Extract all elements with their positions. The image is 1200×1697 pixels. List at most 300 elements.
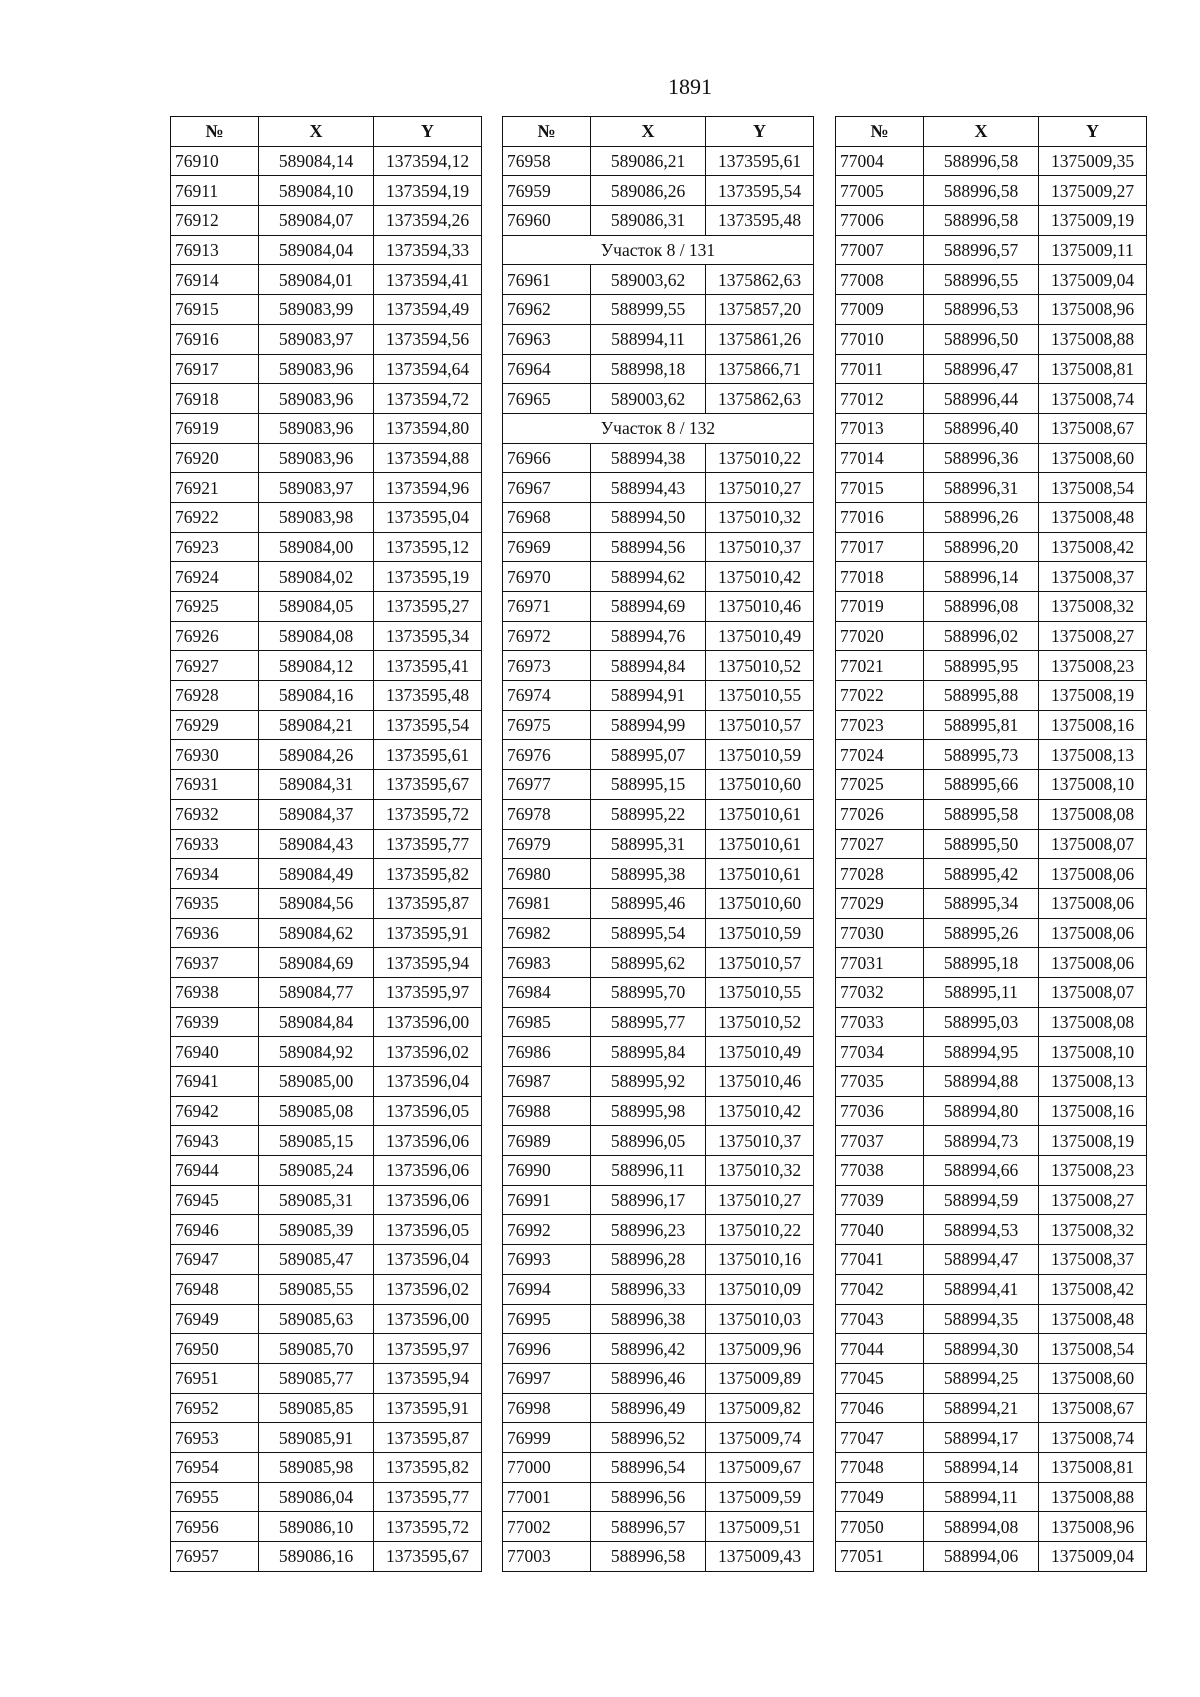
point-number-cell: 77035	[836, 1067, 924, 1097]
y-coordinate-cell: 1373594,64	[374, 354, 482, 384]
y-coordinate-cell: 1375862,63	[706, 265, 814, 295]
x-coordinate-cell: 589084,10	[259, 176, 374, 206]
y-coordinate-cell: 1373596,00	[374, 1007, 482, 1037]
point-number-cell: 76983	[503, 948, 591, 978]
table-row	[836, 324, 1147, 354]
table-row	[171, 295, 482, 325]
x-coordinate-cell: 588996,58	[924, 176, 1039, 206]
section-title: Участок 8 / 132	[503, 413, 814, 443]
table-row	[836, 176, 1147, 206]
y-coordinate-cell: 1373595,67	[374, 1542, 482, 1572]
x-coordinate-cell: 589085,24	[259, 1156, 374, 1186]
point-number-cell: 77022	[836, 681, 924, 711]
y-coordinate-cell: 1375008,37	[1039, 1245, 1147, 1275]
x-coordinate-cell: 589085,08	[259, 1096, 374, 1126]
table-row	[836, 206, 1147, 236]
x-coordinate-cell: 588995,03	[924, 1007, 1039, 1037]
table-row	[836, 710, 1147, 740]
y-coordinate-cell: 1375008,19	[1039, 1126, 1147, 1156]
coordinates-table-3	[835, 116, 1147, 1572]
header-y: Y	[374, 117, 482, 147]
y-coordinate-cell: 1373595,61	[706, 146, 814, 176]
table-row	[503, 1452, 814, 1482]
table-row	[836, 1452, 1147, 1482]
point-number-cell: 76927	[171, 651, 259, 681]
table-row	[171, 324, 482, 354]
point-number-cell: 76929	[171, 710, 259, 740]
x-coordinate-cell: 588994,88	[924, 1067, 1039, 1097]
y-coordinate-cell: 1375008,07	[1039, 829, 1147, 859]
y-coordinate-cell: 1373595,97	[374, 977, 482, 1007]
section-title: Участок 8 / 131	[503, 235, 814, 265]
table-row	[171, 532, 482, 562]
table-row	[836, 265, 1147, 295]
y-coordinate-cell: 1375010,27	[706, 473, 814, 503]
x-coordinate-cell: 588996,11	[591, 1156, 706, 1186]
point-number-cell: 77013	[836, 413, 924, 443]
x-coordinate-cell: 588996,58	[591, 1542, 706, 1572]
x-coordinate-cell: 589084,16	[259, 681, 374, 711]
table-row	[503, 1215, 814, 1245]
y-coordinate-cell: 1373594,49	[374, 295, 482, 325]
coordinates-table-1	[170, 116, 482, 1572]
y-coordinate-cell: 1375009,67	[706, 1452, 814, 1482]
y-coordinate-cell: 1373595,72	[374, 1512, 482, 1542]
y-coordinate-cell: 1373596,04	[374, 1245, 482, 1275]
point-number-cell: 76969	[503, 532, 591, 562]
point-number-cell: 77034	[836, 1037, 924, 1067]
table-row	[171, 562, 482, 592]
y-coordinate-cell: 1375008,37	[1039, 562, 1147, 592]
point-number-cell: 76910	[171, 146, 259, 176]
point-number-cell: 76994	[503, 1274, 591, 1304]
table-row	[836, 918, 1147, 948]
point-number-cell: 76991	[503, 1185, 591, 1215]
x-coordinate-cell: 589003,62	[591, 265, 706, 295]
point-number-cell: 77018	[836, 562, 924, 592]
point-number-cell: 76948	[171, 1274, 259, 1304]
x-coordinate-cell: 589084,56	[259, 888, 374, 918]
x-coordinate-cell: 589085,00	[259, 1067, 374, 1097]
point-number-cell: 77003	[503, 1542, 591, 1572]
table-row	[503, 324, 814, 354]
x-coordinate-cell: 588994,59	[924, 1185, 1039, 1215]
y-coordinate-cell: 1375008,08	[1039, 799, 1147, 829]
x-coordinate-cell: 589084,05	[259, 592, 374, 622]
point-number-cell: 76940	[171, 1037, 259, 1067]
x-coordinate-cell: 588994,41	[924, 1274, 1039, 1304]
table-row	[171, 1037, 482, 1067]
x-coordinate-cell: 588995,42	[924, 859, 1039, 889]
y-coordinate-cell: 1375010,16	[706, 1245, 814, 1275]
x-coordinate-cell: 589085,31	[259, 1185, 374, 1215]
header-x: X	[924, 117, 1039, 147]
header-number: №	[836, 117, 924, 147]
table-row	[836, 1542, 1147, 1572]
point-number-cell: 76992	[503, 1215, 591, 1245]
x-coordinate-cell: 589084,43	[259, 829, 374, 859]
table-row	[503, 681, 814, 711]
point-number-cell: 76968	[503, 502, 591, 532]
table-row	[503, 888, 814, 918]
y-coordinate-cell: 1375009,27	[1039, 176, 1147, 206]
x-coordinate-cell: 588994,73	[924, 1126, 1039, 1156]
table-row	[503, 443, 814, 473]
point-number-cell: 76921	[171, 473, 259, 503]
table-row	[503, 265, 814, 295]
table-row	[503, 918, 814, 948]
y-coordinate-cell: 1373596,06	[374, 1126, 482, 1156]
x-coordinate-cell: 588996,02	[924, 621, 1039, 651]
point-number-cell: 77011	[836, 354, 924, 384]
x-coordinate-cell: 589083,99	[259, 295, 374, 325]
y-coordinate-cell: 1375010,52	[706, 651, 814, 681]
y-coordinate-cell: 1375008,23	[1039, 651, 1147, 681]
x-coordinate-cell: 588996,33	[591, 1274, 706, 1304]
point-number-cell: 77031	[836, 948, 924, 978]
table-row	[503, 532, 814, 562]
point-number-cell: 77041	[836, 1245, 924, 1275]
y-coordinate-cell: 1375010,22	[706, 1215, 814, 1245]
table-row	[503, 977, 814, 1007]
point-number-cell: 76966	[503, 443, 591, 473]
x-coordinate-cell: 588994,11	[924, 1482, 1039, 1512]
y-coordinate-cell: 1375010,59	[706, 918, 814, 948]
point-number-cell: 76941	[171, 1067, 259, 1097]
x-coordinate-cell: 588994,66	[924, 1156, 1039, 1186]
x-coordinate-cell: 588996,49	[591, 1393, 706, 1423]
x-coordinate-cell: 588995,22	[591, 799, 706, 829]
point-number-cell: 76956	[171, 1512, 259, 1542]
point-number-cell: 76960	[503, 206, 591, 236]
x-coordinate-cell: 588996,47	[924, 354, 1039, 384]
point-number-cell: 77042	[836, 1274, 924, 1304]
y-coordinate-cell: 1375009,35	[1039, 146, 1147, 176]
y-coordinate-cell: 1375008,81	[1039, 354, 1147, 384]
table-row	[171, 1423, 482, 1453]
point-number-cell: 77050	[836, 1512, 924, 1542]
x-coordinate-cell: 588994,50	[591, 502, 706, 532]
x-coordinate-cell: 588996,53	[924, 295, 1039, 325]
y-coordinate-cell: 1375009,04	[1039, 1542, 1147, 1572]
table-row	[503, 740, 814, 770]
x-coordinate-cell: 588995,66	[924, 770, 1039, 800]
y-coordinate-cell: 1373595,54	[706, 176, 814, 206]
y-coordinate-cell: 1373595,04	[374, 502, 482, 532]
header-number: №	[171, 117, 259, 147]
point-number-cell: 77028	[836, 859, 924, 889]
y-coordinate-cell: 1373596,05	[374, 1215, 482, 1245]
point-number-cell: 77023	[836, 710, 924, 740]
x-coordinate-cell: 589085,91	[259, 1423, 374, 1453]
x-coordinate-cell: 588995,38	[591, 859, 706, 889]
x-coordinate-cell: 588995,98	[591, 1096, 706, 1126]
point-number-cell: 77039	[836, 1185, 924, 1215]
x-coordinate-cell: 589086,16	[259, 1542, 374, 1572]
table-row	[171, 592, 482, 622]
y-coordinate-cell: 1375008,06	[1039, 888, 1147, 918]
point-number-cell: 76988	[503, 1096, 591, 1126]
point-number-cell: 76975	[503, 710, 591, 740]
y-coordinate-cell: 1373594,80	[374, 413, 482, 443]
y-coordinate-cell: 1375008,27	[1039, 621, 1147, 651]
table-row	[836, 384, 1147, 414]
table-row	[171, 1482, 482, 1512]
y-coordinate-cell: 1375008,06	[1039, 859, 1147, 889]
table-row	[171, 443, 482, 473]
table-row	[836, 1423, 1147, 1453]
x-coordinate-cell: 589084,31	[259, 770, 374, 800]
y-coordinate-cell: 1375866,71	[706, 354, 814, 384]
table-row	[836, 1363, 1147, 1393]
point-number-cell: 77006	[836, 206, 924, 236]
x-coordinate-cell: 588996,57	[924, 235, 1039, 265]
y-coordinate-cell: 1375010,49	[706, 1037, 814, 1067]
x-coordinate-cell: 589085,63	[259, 1304, 374, 1334]
x-coordinate-cell: 588999,55	[591, 295, 706, 325]
table-row	[836, 295, 1147, 325]
point-number-cell: 76946	[171, 1215, 259, 1245]
x-coordinate-cell: 588995,15	[591, 770, 706, 800]
table-row	[171, 1245, 482, 1275]
table-row	[171, 1096, 482, 1126]
point-number-cell: 76939	[171, 1007, 259, 1037]
table-row	[503, 799, 814, 829]
y-coordinate-cell: 1373596,06	[374, 1185, 482, 1215]
point-number-cell: 77032	[836, 977, 924, 1007]
point-number-cell: 76920	[171, 443, 259, 473]
y-coordinate-cell: 1375008,88	[1039, 324, 1147, 354]
table-row	[503, 1245, 814, 1275]
table-row	[836, 1304, 1147, 1334]
y-coordinate-cell: 1375008,32	[1039, 592, 1147, 622]
point-number-cell: 76980	[503, 859, 591, 889]
table-row	[836, 1185, 1147, 1215]
x-coordinate-cell: 588995,54	[591, 918, 706, 948]
x-coordinate-cell: 589083,96	[259, 413, 374, 443]
y-coordinate-cell: 1375862,63	[706, 384, 814, 414]
point-number-cell: 76942	[171, 1096, 259, 1126]
x-coordinate-cell: 588994,21	[924, 1393, 1039, 1423]
x-coordinate-cell: 589083,96	[259, 384, 374, 414]
point-number-cell: 76973	[503, 651, 591, 681]
point-number-cell: 76979	[503, 829, 591, 859]
table-row	[503, 710, 814, 740]
x-coordinate-cell: 588995,34	[924, 888, 1039, 918]
point-number-cell: 77047	[836, 1423, 924, 1453]
table-row	[503, 1037, 814, 1067]
table-row	[836, 443, 1147, 473]
y-coordinate-cell: 1373595,82	[374, 859, 482, 889]
point-number-cell: 77004	[836, 146, 924, 176]
point-number-cell: 76926	[171, 621, 259, 651]
table-row	[836, 354, 1147, 384]
x-coordinate-cell: 588995,81	[924, 710, 1039, 740]
header-number: №	[503, 117, 591, 147]
x-coordinate-cell: 588995,46	[591, 888, 706, 918]
x-coordinate-cell: 588998,18	[591, 354, 706, 384]
y-coordinate-cell: 1375010,46	[706, 1067, 814, 1097]
point-number-cell: 76981	[503, 888, 591, 918]
y-coordinate-cell: 1375008,27	[1039, 1185, 1147, 1215]
table-row	[836, 888, 1147, 918]
point-number-cell: 76938	[171, 977, 259, 1007]
table-row	[171, 1542, 482, 1572]
x-coordinate-cell: 588996,36	[924, 443, 1039, 473]
point-number-cell: 77046	[836, 1393, 924, 1423]
y-coordinate-cell: 1373594,41	[374, 265, 482, 295]
point-number-cell: 76977	[503, 770, 591, 800]
table-row	[836, 829, 1147, 859]
x-coordinate-cell: 588995,77	[591, 1007, 706, 1037]
point-number-cell: 77021	[836, 651, 924, 681]
point-number-cell: 76967	[503, 473, 591, 503]
y-coordinate-cell: 1373595,72	[374, 799, 482, 829]
y-coordinate-cell: 1375008,48	[1039, 502, 1147, 532]
header-row	[836, 117, 1147, 147]
table-row	[171, 977, 482, 1007]
point-number-cell: 76931	[171, 770, 259, 800]
y-coordinate-cell: 1375008,13	[1039, 740, 1147, 770]
x-coordinate-cell: 588995,62	[591, 948, 706, 978]
table-row	[836, 592, 1147, 622]
x-coordinate-cell: 588996,58	[924, 206, 1039, 236]
table-row	[836, 1126, 1147, 1156]
table-row	[836, 859, 1147, 889]
y-coordinate-cell: 1373596,02	[374, 1274, 482, 1304]
header-row	[503, 117, 814, 147]
y-coordinate-cell: 1375009,51	[706, 1512, 814, 1542]
y-coordinate-cell: 1373594,12	[374, 146, 482, 176]
point-number-cell: 76995	[503, 1304, 591, 1334]
x-coordinate-cell: 588996,56	[591, 1482, 706, 1512]
table-row	[171, 1185, 482, 1215]
table-row	[171, 859, 482, 889]
point-number-cell: 77027	[836, 829, 924, 859]
y-coordinate-cell: 1375010,27	[706, 1185, 814, 1215]
table-row	[171, 146, 482, 176]
y-coordinate-cell: 1373595,48	[706, 206, 814, 236]
section-row	[503, 413, 814, 443]
point-number-cell: 77045	[836, 1363, 924, 1393]
table-row	[836, 473, 1147, 503]
x-coordinate-cell: 588996,28	[591, 1245, 706, 1275]
point-number-cell: 76961	[503, 265, 591, 295]
table-row	[171, 176, 482, 206]
y-coordinate-cell: 1375009,43	[706, 1542, 814, 1572]
table-row	[171, 1215, 482, 1245]
y-coordinate-cell: 1373595,82	[374, 1452, 482, 1482]
point-number-cell: 77033	[836, 1007, 924, 1037]
point-number-cell: 77002	[503, 1512, 591, 1542]
x-coordinate-cell: 588994,43	[591, 473, 706, 503]
y-coordinate-cell: 1373594,33	[374, 235, 482, 265]
table-row	[171, 265, 482, 295]
x-coordinate-cell: 588994,53	[924, 1215, 1039, 1245]
table-row	[503, 1156, 814, 1186]
point-number-cell: 76965	[503, 384, 591, 414]
y-coordinate-cell: 1375857,20	[706, 295, 814, 325]
x-coordinate-cell: 589085,47	[259, 1245, 374, 1275]
table-row	[836, 146, 1147, 176]
table-row	[503, 146, 814, 176]
table-row	[171, 651, 482, 681]
table-row	[171, 1363, 482, 1393]
table-row	[836, 770, 1147, 800]
point-number-cell: 76974	[503, 681, 591, 711]
point-number-cell: 76911	[171, 176, 259, 206]
x-coordinate-cell: 589085,98	[259, 1452, 374, 1482]
x-coordinate-cell: 589086,04	[259, 1482, 374, 1512]
point-number-cell: 76982	[503, 918, 591, 948]
table-row	[171, 1007, 482, 1037]
point-number-cell: 77015	[836, 473, 924, 503]
y-coordinate-cell: 1375009,74	[706, 1423, 814, 1453]
y-coordinate-cell: 1375009,82	[706, 1393, 814, 1423]
table-row	[503, 354, 814, 384]
x-coordinate-cell: 589084,14	[259, 146, 374, 176]
x-coordinate-cell: 588994,17	[924, 1423, 1039, 1453]
x-coordinate-cell: 588996,31	[924, 473, 1039, 503]
x-coordinate-cell: 588994,11	[591, 324, 706, 354]
y-coordinate-cell: 1373594,19	[374, 176, 482, 206]
table-row	[171, 681, 482, 711]
table-row	[836, 799, 1147, 829]
table-row	[836, 1334, 1147, 1364]
point-number-cell: 76978	[503, 799, 591, 829]
y-coordinate-cell: 1375009,89	[706, 1363, 814, 1393]
point-number-cell: 77009	[836, 295, 924, 325]
point-number-cell: 77000	[503, 1452, 591, 1482]
table-row	[836, 1067, 1147, 1097]
point-number-cell: 76945	[171, 1185, 259, 1215]
point-number-cell: 76925	[171, 592, 259, 622]
y-coordinate-cell: 1373595,19	[374, 562, 482, 592]
point-number-cell: 77007	[836, 235, 924, 265]
point-number-cell: 76962	[503, 295, 591, 325]
table-row	[836, 1156, 1147, 1186]
x-coordinate-cell: 588996,23	[591, 1215, 706, 1245]
y-coordinate-cell: 1373595,54	[374, 710, 482, 740]
x-coordinate-cell: 588994,06	[924, 1542, 1039, 1572]
x-coordinate-cell: 589084,00	[259, 532, 374, 562]
point-number-cell: 76917	[171, 354, 259, 384]
table-row	[171, 473, 482, 503]
y-coordinate-cell: 1375008,08	[1039, 1007, 1147, 1037]
y-coordinate-cell: 1375008,07	[1039, 977, 1147, 1007]
y-coordinate-cell: 1373595,91	[374, 918, 482, 948]
point-number-cell: 76934	[171, 859, 259, 889]
y-coordinate-cell: 1373595,91	[374, 1393, 482, 1423]
point-number-cell: 77012	[836, 384, 924, 414]
header-y: Y	[706, 117, 814, 147]
point-number-cell: 76972	[503, 621, 591, 651]
y-coordinate-cell: 1375008,54	[1039, 473, 1147, 503]
table-row	[836, 977, 1147, 1007]
table-row	[503, 502, 814, 532]
point-number-cell: 76998	[503, 1393, 591, 1423]
table-row	[171, 206, 482, 236]
x-coordinate-cell: 588995,58	[924, 799, 1039, 829]
table-row	[171, 829, 482, 859]
point-number-cell: 77040	[836, 1215, 924, 1245]
table-row	[503, 206, 814, 236]
point-number-cell: 76989	[503, 1126, 591, 1156]
y-coordinate-cell: 1373595,12	[374, 532, 482, 562]
x-coordinate-cell: 588996,52	[591, 1423, 706, 1453]
y-coordinate-cell: 1373594,96	[374, 473, 482, 503]
table-row	[171, 413, 482, 443]
